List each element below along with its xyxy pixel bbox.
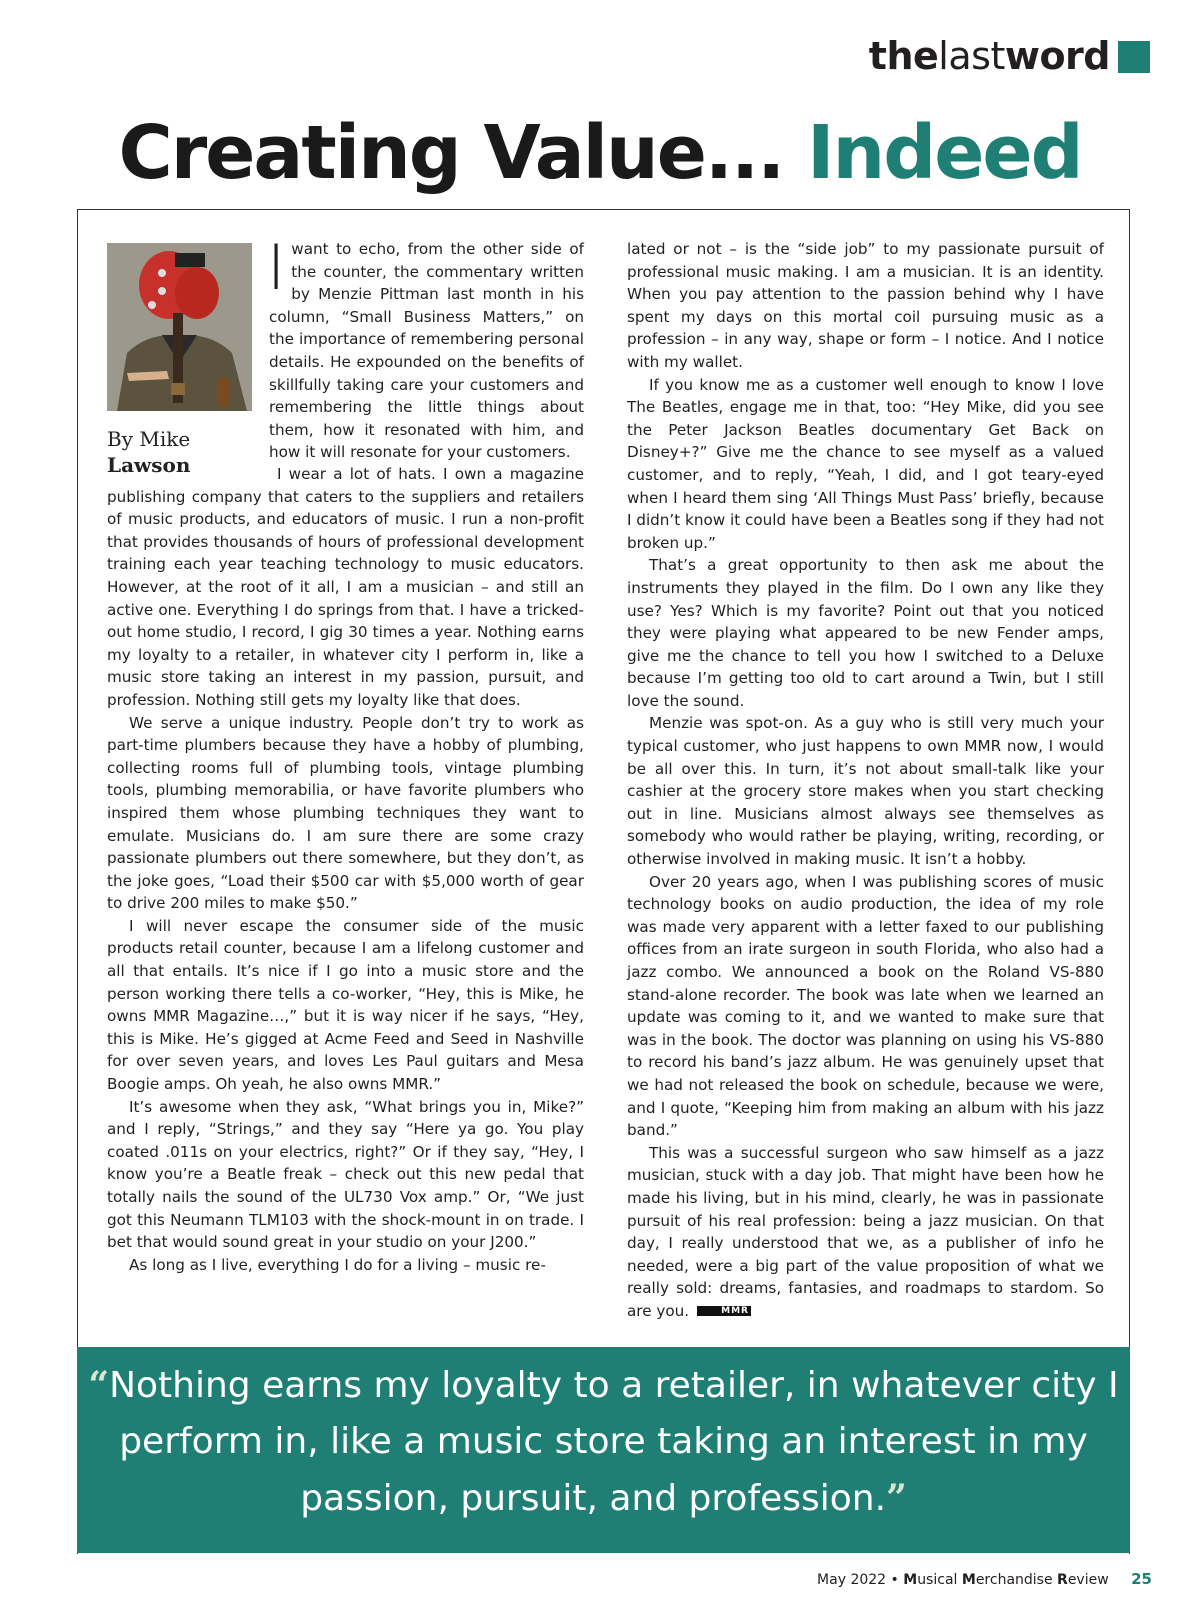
section-label-last: last [938,34,1005,78]
section-label [869,36,1110,76]
byline-surname: Lawson [107,453,191,477]
headline-part1: Creating Value... [118,110,784,196]
pull-quote [77,1357,1130,1527]
article-intro [267,231,584,464]
footer-pub-eview: eview [1067,1572,1109,1588]
paragraph: lated or not – is the “side job” to my passionate pursuit of professional music making. I am a musician. It is an identity. When you pay attention to the passion behind why I have spent my days on this mortal coil pursuing music as a profession – in any way, shape or form – I notice. And I notice with my wallet. [627,240,1104,371]
footer-pub-m1: M [903,1572,918,1588]
footer-issue: May 2022 [817,1572,887,1588]
paragraph: As long as I live, everything I do for a living – music re- [129,1255,546,1274]
footer-pub-usical: usical [917,1572,962,1588]
paragraph: I will never escape the consumer side of the music products retail counter, because I am a lifelong customer and all that entails. It’s nice if I go into a music store and the person working there tells a co-worker, “Hey, this is Mike, he owns MMR Magazine…,” but it is way nicer if he says, “Hey, this is Mike. He’s gigged at Acme Feed and Seed in Nashville for over seven years, and loves Les Paul guitars and Mesa Boogie amps. Oh yeah, he also owns MMR.” [107,916,584,1094]
paragraph: I wear a lot of hats. I own a magazine publishing company that caters to the suppliers and retailers of music products, and educators of music. I run a non-profit that provides thousands of hours of professional development training each year teaching technology to music educators. However, at the root of it all, I am a musician – and still an active one. Everything I do springs from that. I have a tricked-out home studio, I record, I gig 30 times a year. Nothing earns my loyalty to a retailer, in whatever city I perform in, like a music store taking an interest in my passion, pursuit, and profession. Nothing still gets my loyalty like that does. [107,465,584,709]
headline [0,108,1200,198]
headline-part2: Indeed [807,110,1082,196]
article-column-left [107,463,584,1276]
dropcap: I [267,231,286,304]
article-column-right [627,238,1104,1323]
pull-quote-box [77,1347,1130,1553]
section-accent-square [1118,41,1150,73]
author-photo-illustration [107,243,252,411]
footer-pub-r: R [1057,1572,1068,1588]
paragraph: Menzie was spot-on. As a guy who is still very much your typical customer, who just happens to own MMR now, I would be all over this. In turn, it’s not about small-talk like your cashier at the grocery store makes when you start checking out in line. Musicians almost always see themselves as somebody who would rather be playing, writing, recording, or otherwise involved in making music. It isn’t a hobby. [627,714,1104,869]
author-photo [107,243,252,411]
section-label-the: the [868,34,939,78]
paragraph: Over 20 years ago, when I was publishing scores of music technology books on audio production, the idea of my role was made very apparent with a letter faxed to our publishing offices from an irate surgeon in south Florida, who also had a jazz combo. We announced a book on the Roland VS-880 stand-alone recorder. The book was late when we learned an update was coming to it, and we wanted to make sure that was in the book. The doctor was planning on using his VS-880 to record his band’s jazz album. He was genuinely upset that we had not released the book on schedule, because we were, and I quote, “Keeping him from making an album with his jazz band.” [627,872,1104,1140]
footer-pub-erchandise: erchandise [975,1572,1058,1588]
paragraph: We serve a unique industry. People don’t try to work as part-time plumbers because they have a hobby of plumbing, collecting rooms full of plumbing tools, vintage plumbing tools, plumbing memorabilia, or have favorite plumbers who inspired them whose plumbing techniques they want to emulate. Musicians do. I am sure there are some crazy passionate plumbers out there somewhere, but they don’t, as the joke goes, “Load their $500 car with $5,000 worth of gear to drive 200 miles to make $50.” [107,713,584,913]
paragraph: That’s a great opportunity to then ask me about the instruments they played in the film. Do I own any like they use? Yes? Which is my favorite? Point out that you noticed they were playing what appeared to be new Fender amps, give me the chance to tell you how I switched to a Deluxe because I’m getting too old to cart around a Twin, but I still love the sound. [627,556,1104,710]
page-number: 25 [1131,1570,1152,1588]
close-quote-mark: ” [886,1477,907,1519]
pull-quote-text: Nothing earns my loyalty to a retailer, in whatever city I perform in, like a music store taking an interest in my passion, pursuit, and profession. [109,1365,1119,1519]
paragraph: It’s awesome when they ask, “What brings you in, Mike?” and I reply, “Strings,” and they say “Here ya go. You play coated .011s on your electrics, right?” Or if they say, “Hey, I know you’re a Beatle freak – check out this new pedal that totally nails the sound of the UL730 Vox amp.” Or, “We just got this Neumann TLM103 with the shock-mount in on trade. I bet that would sound great in your studio on your J200.” [107,1097,584,1252]
byline-by: By Mike [107,427,191,451]
page-footer [817,1570,1152,1589]
end-mark-logo: MMR [697,1306,751,1316]
final-paragraph-text: This was a successful surgeon who saw himself as a jazz musician, stuck with a day job. That might have been how he made his living, but in his mind, clearly, he was in passionate pursuit of his real profession: being a jazz musician. On that day, I really understood that we, as a publisher of info he needed, were a big part of the value proposition of what we really sold: dreams, fantasies, and roadmaps to stardom. So are you. [627,1143,1104,1320]
open-quote-mark: “ [88,1364,110,1406]
section-label-word: word [1004,34,1110,78]
paragraph: If you know me as a customer well enough to know I love The Beatles, engage me in that, too: “Hey Mike, did you see the Peter Jackson Beatles documentary Get Back on Disney+?” Give me the chance to see myself as a valued customer, and to reply, “Yeah, I did, and I got teary-eyed when I heard them sing ‘All Things Must Pass’ briefly, because I didn’t know it could have been a Beatles song if they had not broken up.” [627,375,1105,552]
footer-pub-m2: M [961,1572,976,1588]
footer-separator: • [890,1572,899,1588]
intro-text: want to echo, from the other side of the counter, the commentary written by Menzie Pittman last month in his column, “Small Business Matters,” on the importance of remembering personal details. He expounded on the benefits of skillfully taking care your customers and remembering the little things about them, how it resonated with him, and how it will resonate for your customers. [269,240,584,462]
paragraph [627,1142,1104,1323]
